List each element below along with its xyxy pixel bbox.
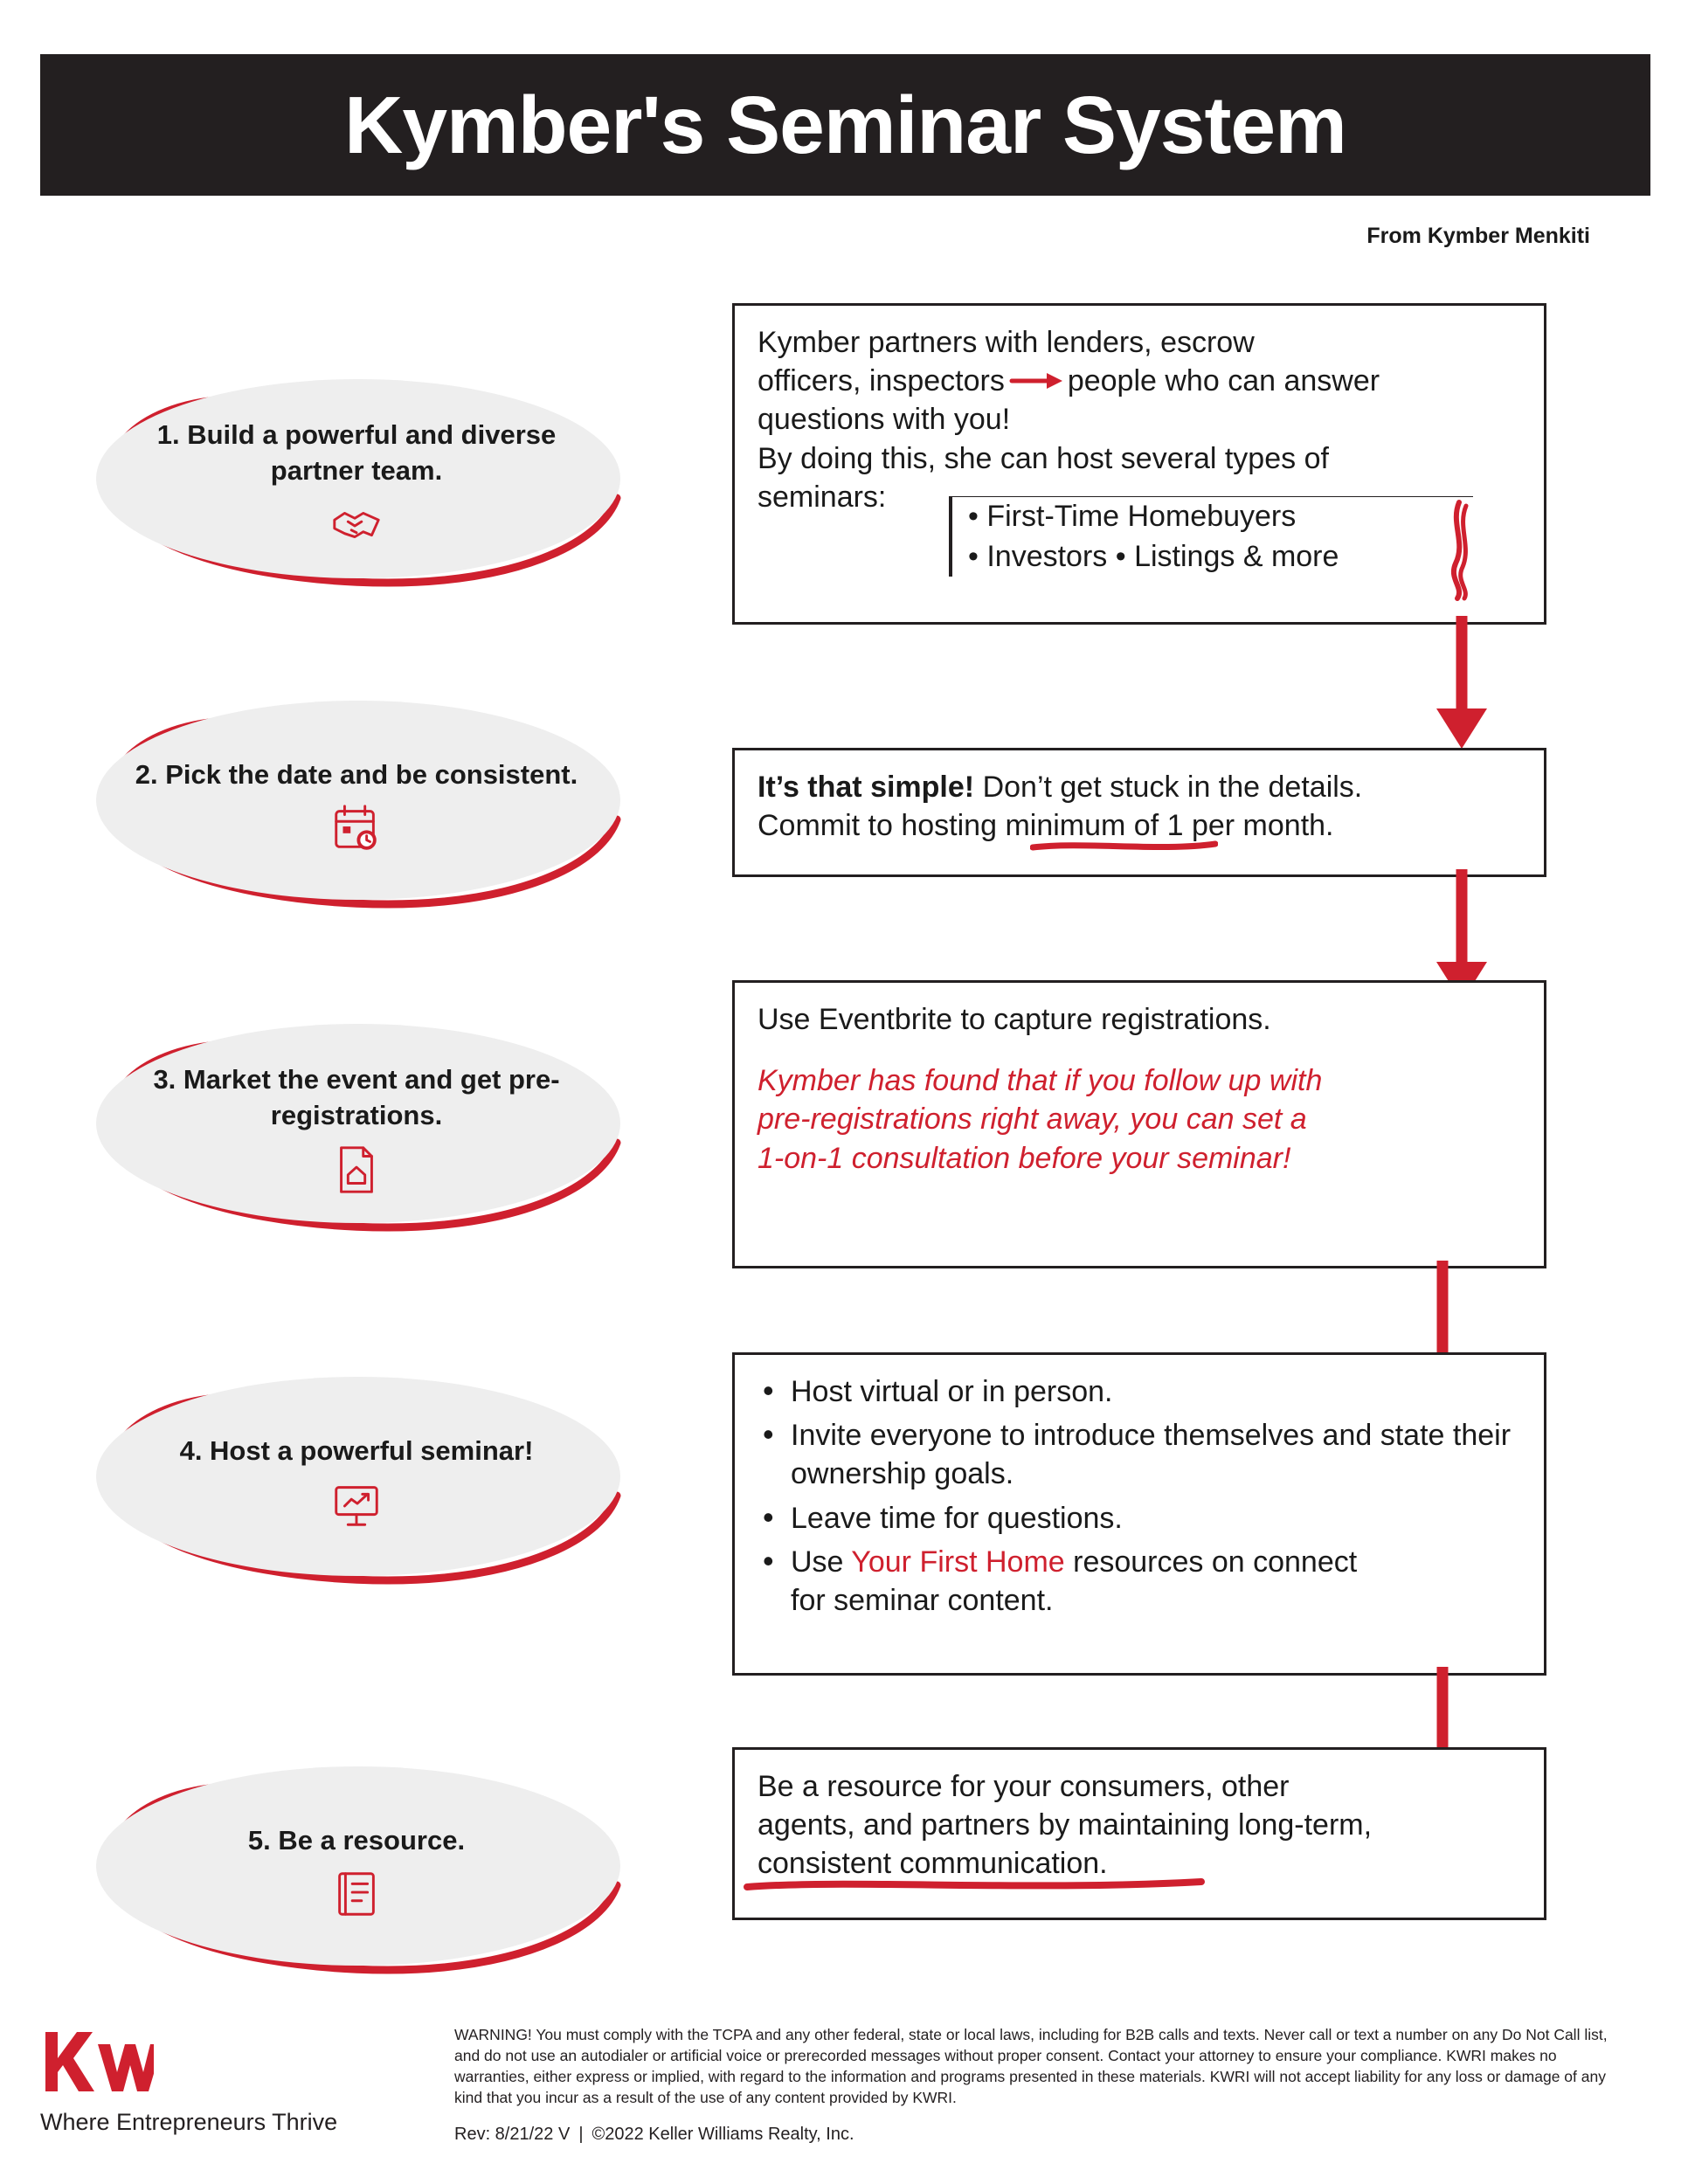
document-home-icon bbox=[329, 1143, 384, 1197]
step-2-label: 2. Pick the date and be consistent. bbox=[135, 758, 578, 790]
step-1-line-2a: officers, inspectors bbox=[758, 364, 1005, 398]
revision-line: Rev: 8/21/22 V | ©2022 Keller Williams Realty, Inc. bbox=[454, 2125, 854, 2144]
step-4-bullet-4-post: resources on connect bbox=[1064, 1545, 1358, 1579]
presentation-chart-icon bbox=[329, 1477, 384, 1531]
step-5-line-3: consistent communication. bbox=[758, 1847, 1108, 1881]
step-4-box bbox=[732, 1352, 1546, 1676]
red-underline-decoration bbox=[744, 1877, 1207, 1893]
step-1-seminar-types bbox=[949, 496, 1473, 577]
step-4-oval bbox=[77, 1373, 636, 1592]
step-2-box bbox=[732, 748, 1546, 877]
arrow-right-icon bbox=[1008, 369, 1064, 393]
step-1-line-5: seminars: bbox=[758, 480, 887, 514]
step-1-line-2b: people who can answer bbox=[1067, 364, 1380, 398]
step-1-line-3: questions with you! bbox=[758, 403, 1011, 437]
byline: From Kymber Menkiti bbox=[1366, 224, 1590, 248]
step-1-box bbox=[732, 303, 1546, 625]
seminar-type-line-2: • Investors • Listings & more bbox=[968, 539, 1339, 573]
step-1-oval bbox=[77, 376, 636, 594]
step-2-oval bbox=[77, 697, 636, 916]
step-3-label: 3. Market the event and get pre-registrations. bbox=[153, 1064, 560, 1130]
step-4-bullet-1: • Host virtual or in person. bbox=[758, 1372, 1521, 1411]
step-5-label: 5. Be a resource. bbox=[247, 1824, 466, 1856]
step-4-bullet-2: • Invite everyone to introduce themselves and state their ownership goals. bbox=[758, 1416, 1521, 1493]
page-title: Kymber's Seminar System bbox=[344, 79, 1346, 170]
step-3-italic-2: pre-registrations right away, you can set a bbox=[758, 1102, 1307, 1137]
step-1-line-4: By doing this, she can host several types of bbox=[758, 441, 1329, 475]
kw-logo bbox=[40, 2028, 154, 2095]
your-first-home-link[interactable]: Your First Home bbox=[851, 1545, 1065, 1579]
step-3-box bbox=[732, 980, 1546, 1268]
legal-disclaimer: WARNING! You must comply with the TCPA and any other federal, state or local laws, including for B2B calls and texts. Never call or text a number on any Do Not Call list, and do not use an autodialer or artificial voice or prerecorded messages without proper consent. Contact your attorney to ensure your compliance. KWRI makes no warranties, either express or implied, with regard to the information and programs presented in these materials. KWRI will not accept liability for any loss or damage of any kind that you incur as a result of the use of any content provided by KWRI. bbox=[454, 2026, 1608, 2106]
flow-arrow-1-to-2 bbox=[1424, 616, 1499, 756]
kw-tagline: Where Entrepreneurs Thrive bbox=[40, 2109, 338, 2135]
step-1-label: 1. Build a powerful and diverse partner team. bbox=[156, 419, 557, 486]
calendar-clock-icon bbox=[329, 801, 384, 855]
step-4-label: 4. Host a powerful seminar! bbox=[179, 1434, 534, 1466]
step-3-oval bbox=[77, 1020, 636, 1239]
step-1-line-1: Kymber partners with lenders, escrow bbox=[758, 326, 1255, 359]
copyright-text: ©2022 Keller Williams Realty, Inc. bbox=[591, 2125, 854, 2144]
step-4-bullet-4-line-2: for seminar content. bbox=[791, 1583, 1054, 1617]
step-2-bold: It’s that simple! bbox=[758, 771, 975, 804]
step-3-line-1: Use Eventbrite to capture registrations. bbox=[758, 1003, 1271, 1036]
step-5-line-2: agents, and partners by maintaining long-term, bbox=[758, 1808, 1373, 1842]
revision-text: Rev: 8/21/22 V bbox=[454, 2125, 571, 2144]
red-underline-decoration bbox=[1030, 840, 1218, 854]
step-2-rest: Don’t get stuck in the details. bbox=[974, 771, 1363, 804]
list-document-icon bbox=[329, 1867, 384, 1921]
step-3-italic-1: Kymber has found that if you follow up with bbox=[758, 1064, 1323, 1098]
seminar-type-line-1: • First-Time Homebuyers bbox=[968, 500, 1297, 533]
step-5-box bbox=[732, 1747, 1546, 1920]
step-4-bullet-4 bbox=[758, 1543, 1521, 1620]
step-5-oval bbox=[77, 1763, 636, 1981]
step-4-bullet-3: • Leave time for questions. bbox=[758, 1499, 1521, 1538]
step-5-line-1: Be a resource for your consumers, other bbox=[758, 1770, 1290, 1803]
handshake-icon bbox=[329, 498, 384, 552]
red-scribble-decoration bbox=[1443, 497, 1478, 602]
step-3-italic-3: 1-on-1 consultation before your seminar! bbox=[758, 1141, 1291, 1175]
step-2-line-2a: Commit to hosting bbox=[758, 809, 1006, 843]
step-2-line-2b: of 1 per month. bbox=[1125, 809, 1334, 843]
header-banner bbox=[40, 54, 1650, 196]
step-2-emphasis: minimum bbox=[1005, 809, 1126, 843]
step-4-bullet-4-pre: Use bbox=[791, 1545, 852, 1579]
